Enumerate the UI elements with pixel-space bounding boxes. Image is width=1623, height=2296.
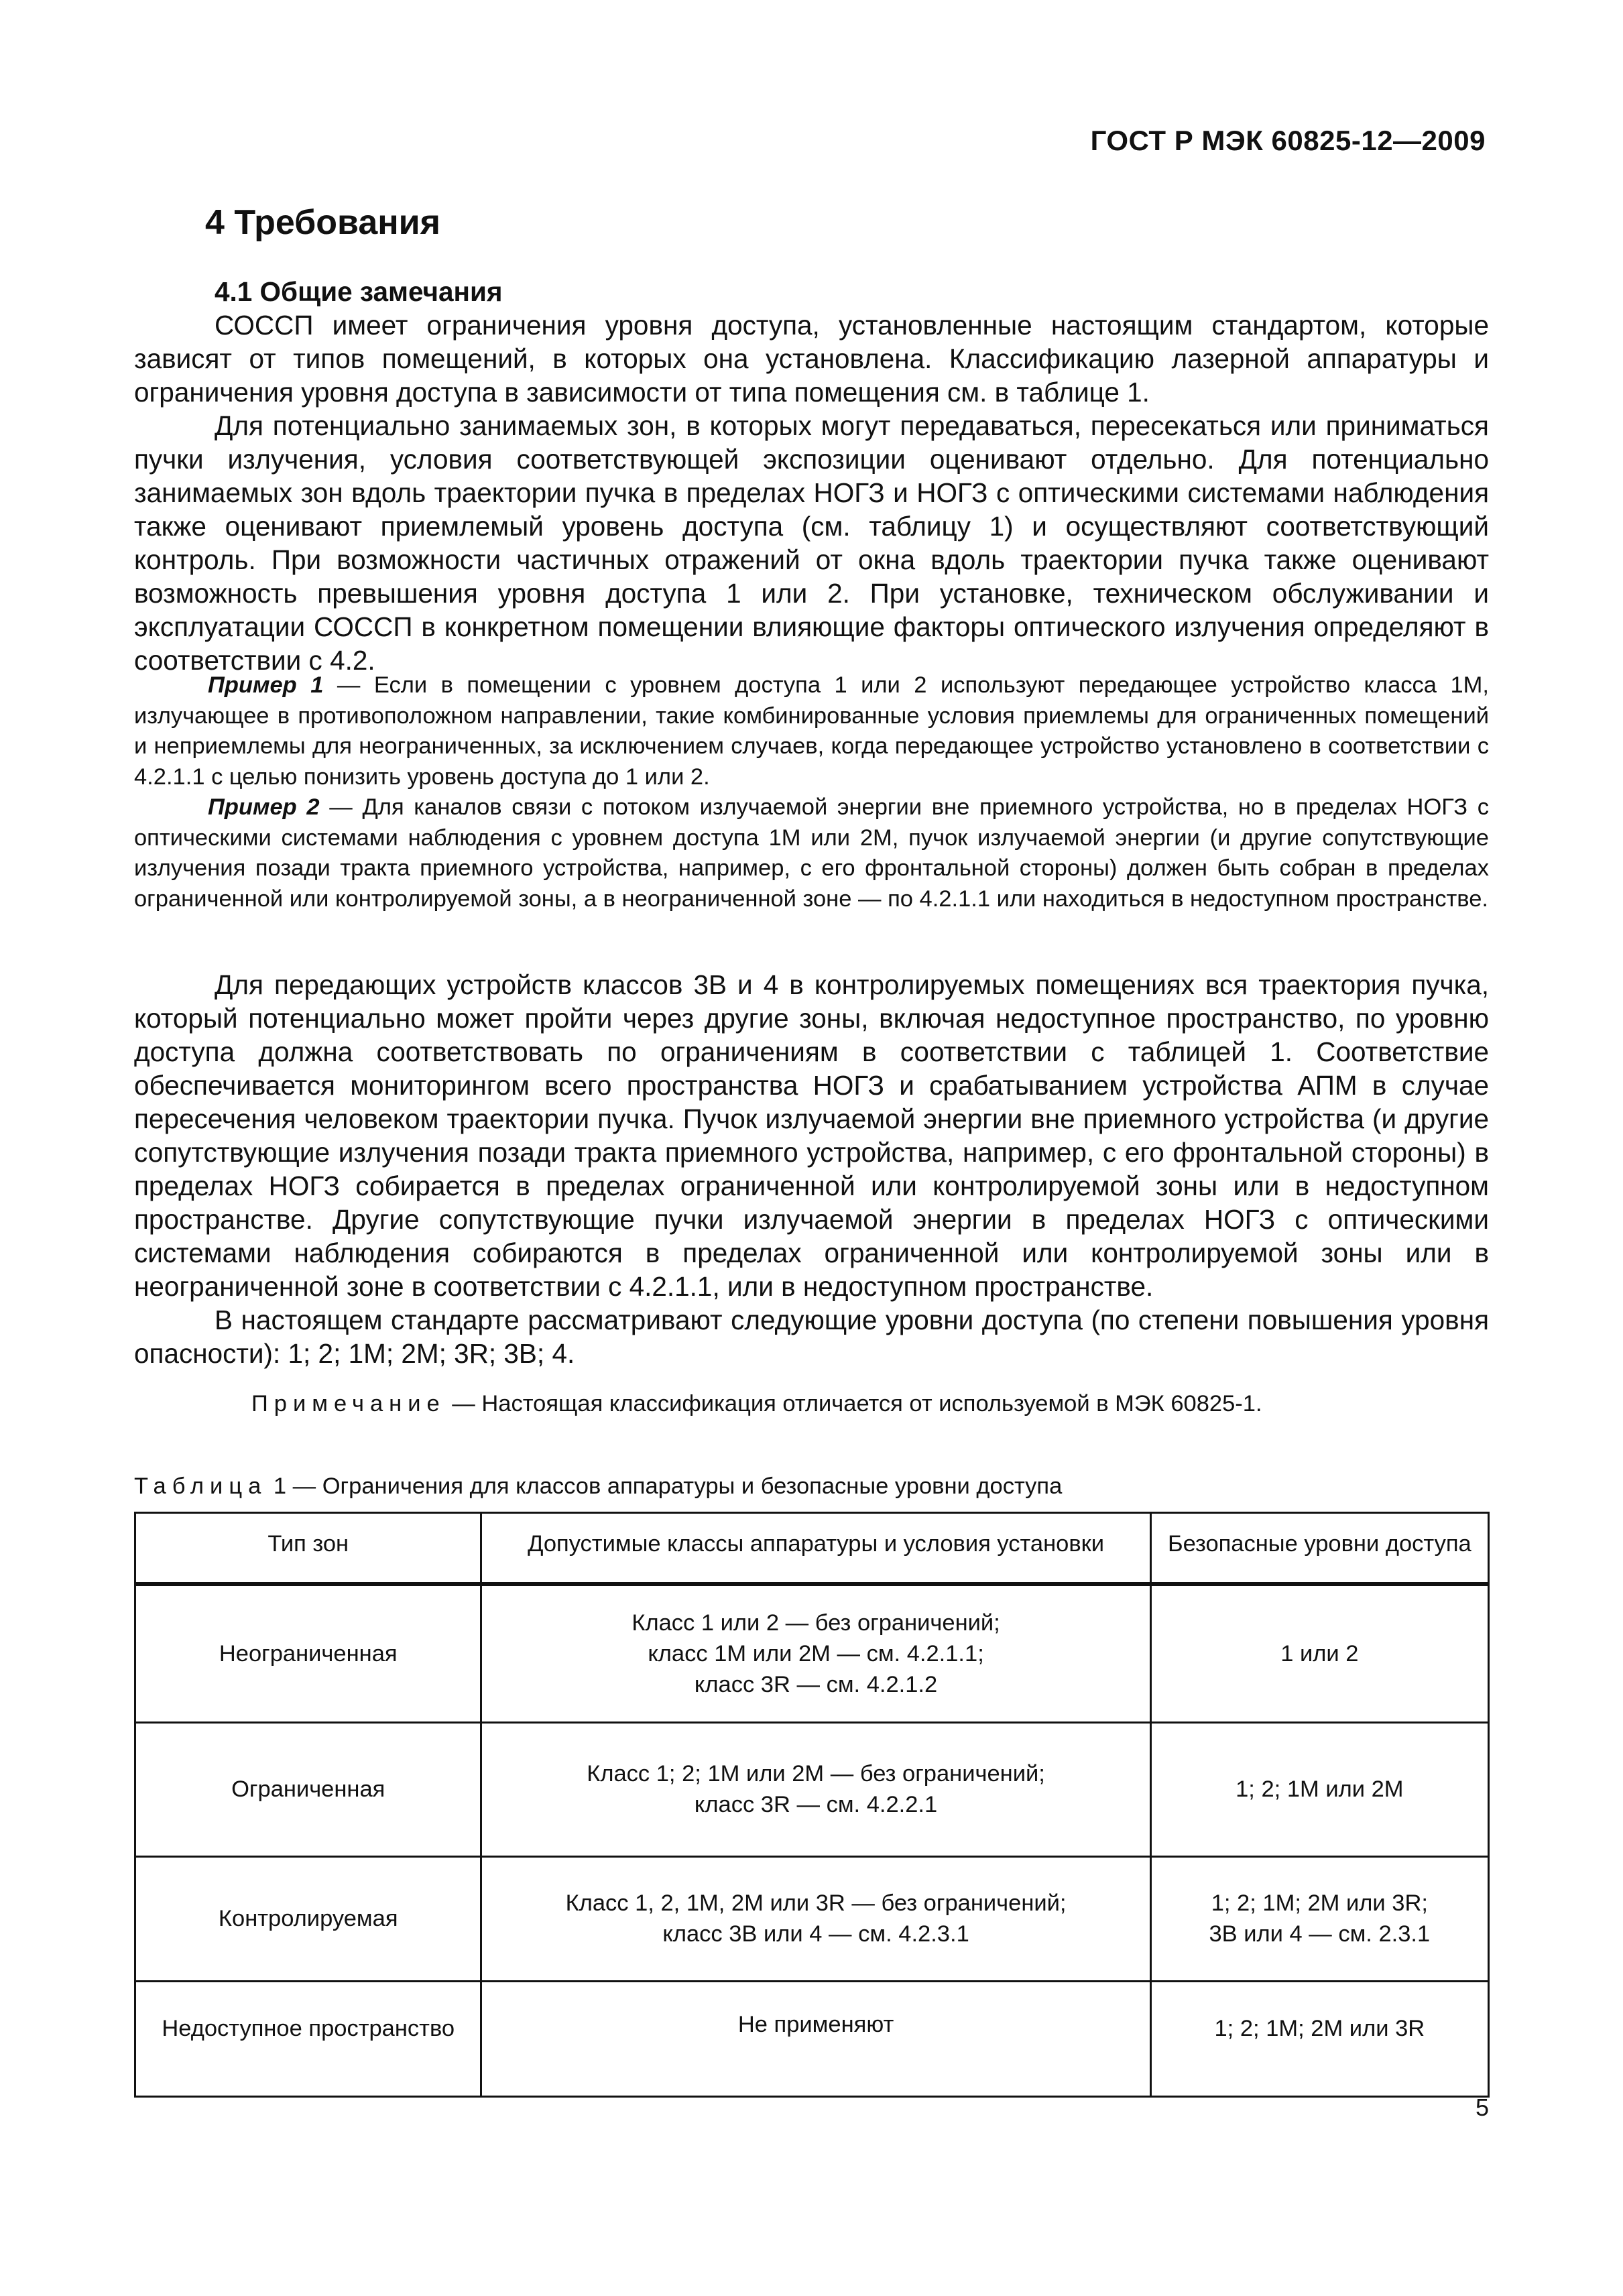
note-label: Примечание [251,1391,446,1416]
table-header-levels: Безопасные уровни доступа [1150,1513,1488,1585]
examples-block [134,670,1489,914]
zone-cell: Неограниченная [135,1584,481,1722]
level-line: 1; 2; 1М или 2М [1236,1776,1404,1802]
table-header-conditions: Допустимые классы аппаратуры и условия установки [481,1513,1150,1585]
levels-cell [1150,1856,1488,1981]
paragraph-3: Для передающих устройств классов 3В и 4 в контролируемых помещениях вся траектория пучка, который потенциально может пройти через другие зоны, включая недоступное пространство, по уровню доступа должна соответствовать по ограничениям в соответствии с таблицей 1. Соответствие обеспечивается мониторингом всего пространства НОГЗ и срабатыванием устройства АПМ в случае пересечения человеком траектории пучка. Пучок излучаемой энергии вне приемного устройства (и другие сопутствующие излучения позади тракта приемного устройства, например, с его фронтальной стороны) в пределах НОГЗ собирается в пределах ограниченной или контролируемой зоны или в недоступном пространстве. Другие сопутствующие пучки излучаемой энергии в пределах НОГЗ с оптическими системами наблюдения собираются в пределах ограниченной или контролируемой зоны или в неограниченной зоне в соответствии с 4.2.1.1, или в недоступном пространстве. [134,969,1489,1302]
conditions-cell [481,1722,1150,1856]
condition-line: класс 3R — см. 4.2.2.1 [694,1792,938,1817]
example-2 [134,792,1489,914]
example-1-label: Пример 1 [208,672,324,698]
condition-line: класс 3В или 4 — см. 4.2.3.1 [662,1921,969,1947]
level-line: 1; 2; 1М; 2М или 3R [1214,2015,1425,2041]
level-line: 1; 2; 1М; 2М или 3R; [1211,1890,1428,1916]
subsection-title: 4.1 Общие замечания [215,276,503,307]
table-row [135,1981,1489,2096]
paragraph-2: Для потенциально занимаемых зон, в которых могут передаваться, пересекаться или приниматься пучки излучения, условия соответствующей экспозиции оценивают отдельно. Для потенциально занимаемых зон вдоль траектории пучка в пределах НОГЗ и НОГЗ с оптическими системами наблюдения также оценивают приемлемый уровень доступа (см. таблицу 1) и осуществляют соответствующий контроль. При возможности частичных отражений от окна вдоль траектории пучка также оценивают возможность превышения уровня доступа 1 или 2. При установке, техническом обслуживании и эксплуатации СОССП в конкретном помещении влияющие факторы оптического излучения определяют в соответствии с 4.2. [134,410,1489,676]
paragraph-1: СОССП имеет ограничения уровня доступа, установленные настоящим стандартом, которые зависят от типов помещений, в которых она установлена. Классификацию лазерной аппаратуры и ограничения уровня доступа в зависимости от типа помещения см. в таблице 1. [134,310,1489,408]
table-row [135,1584,1489,1722]
condition-line: класс 1М или 2М — см. 4.2.1.1; [648,1640,984,1667]
levels-cell [1150,1981,1488,2096]
condition-line: класс 3R — см. 4.2.1.2 [694,1671,938,1697]
condition-line: Класс 1 или 2 — без ограничений; [632,1610,1000,1636]
section-4-1-continued [134,968,1489,1370]
condition-line: Не применяют [737,2011,894,2037]
level-line: 3В или 4 — см. 2.3.1 [1209,1921,1431,1947]
conditions-cell [481,1981,1150,2096]
table-row [135,1856,1489,1981]
paragraph-4: В настоящем стандарте рассматривают следующие уровни доступа (по степени повышения уровня опасности): 1; 2; 1М; 2М; 3R; 3В; 4. [134,1305,1489,1369]
table-header-zone: Тип зон [135,1513,481,1585]
zone-cell: Ограниченная [135,1722,481,1856]
section-4-1-text [134,275,1489,677]
conditions-cell [481,1856,1150,1981]
table-caption-text: 1 — Ограничения для классов аппаратуры и безопасные уровни доступа [267,1473,1063,1499]
example-1-text: — Если в помещении с уровнем доступа 1 или 2 используют передающее устройство класса 1М, излучающее в противоположном направлении, такие комбинированные условия приемлемы для ограниченных помещений и неприемлемы для неограниченных, за исключением случаев, когда передающее устройство установлено в соответствии с 4.2.1.1 с целью понизить уровень доступа до 1 или 2. [134,672,1489,790]
zone-cell: Контролируемая [135,1856,481,1981]
condition-line: Класс 1; 2; 1М или 2М — без ограничений; [587,1761,1045,1787]
section-title: 4 Требования [205,203,440,242]
conditions-cell [481,1584,1150,1722]
document-header-id: ГОСТ Р МЭК 60825-12—2009 [1090,125,1486,156]
example-1 [134,670,1489,792]
table-caption-label: Таблица [134,1473,267,1499]
table-caption [134,1473,1062,1500]
note-text: — Настоящая классификация отличается от используемой в МЭК 60825-1. [445,1391,1262,1416]
level-line: 1 или 2 [1280,1640,1359,1667]
zone-cell: Недоступное пространство [135,1981,481,2096]
page-number: 5 [1475,2094,1489,2121]
example-2-text: — Для каналов связи с потоком излучаемой энергии вне приемного устройства, но в пределах НОГЗ с оптическими системами наблюдения с уровнем доступа 1М или 2М, пучок излучаемой энергии (и другие сопутствующие излучения позади тракта приемного устройства, например, с его фронтальной стороны) должен быть собран в пределах ограниченной или контролируемой зоны, а в неограниченной зоне — по 4.2.1.1 или находиться в недоступном пространстве. [134,794,1489,912]
example-2-label: Пример 2 [208,794,320,820]
table-row [135,1722,1489,1856]
classes-table [134,1512,1490,2098]
note [251,1391,1262,1417]
condition-line: Класс 1, 2, 1М, 2М или 3R — без ограничений; [565,1890,1067,1916]
levels-cell [1150,1584,1488,1722]
levels-cell [1150,1722,1488,1856]
table-header-row [135,1513,1489,1585]
